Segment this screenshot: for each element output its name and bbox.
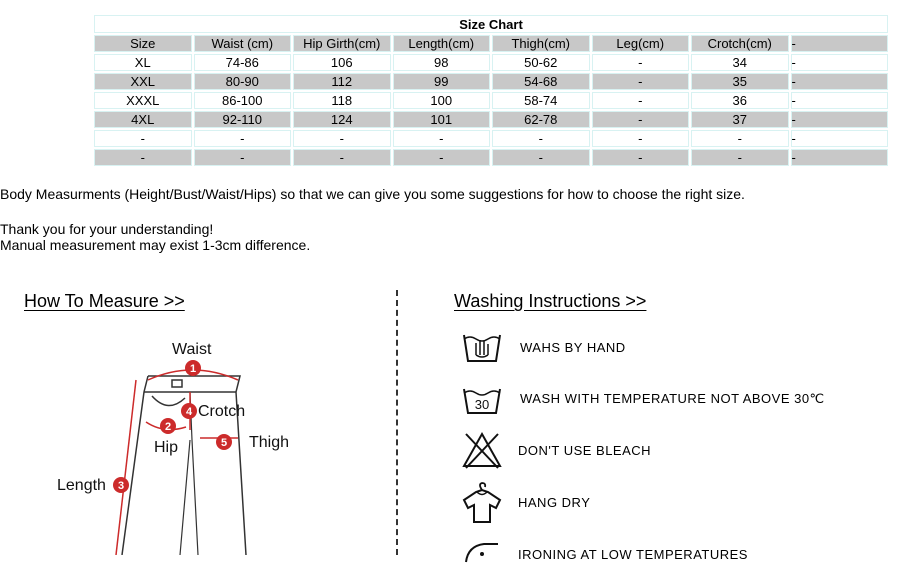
badge-2 [160,418,176,434]
cell: XXL [94,73,192,90]
wash-item-no-bleach [458,428,652,472]
cell: 92-110 [194,111,292,128]
cell: XXXL [94,92,192,109]
cell: 62-78 [492,111,590,128]
waist-label: Waist [172,341,212,358]
cell: - [791,130,889,147]
cell: - [691,149,789,166]
cell: - [592,111,690,128]
cell: 106 [293,54,391,71]
header-leg: Leg(cm) [592,35,690,52]
wash-item-hand [458,325,626,369]
wash-item-iron [458,532,748,576]
cell: - [592,130,690,147]
header-thigh: Thigh(cm) [492,35,590,52]
wash-30-icon [458,377,506,421]
cell: 80-90 [194,73,292,90]
cell: - [592,73,690,90]
length-label: Length [57,477,106,494]
cell: 74-86 [194,54,292,71]
header-waist: Waist (cm) [194,35,292,52]
wash-label-no-bleach: DON'T USE BLEACH [518,442,652,458]
wash-label-hand: WAHS BY HAND [520,339,626,355]
wash-label-hang-dry: HANG DRY [518,494,591,510]
cell: - [791,54,889,71]
cell: 86-100 [194,92,292,109]
cell: - [791,111,889,128]
cell: 35 [691,73,789,90]
table-row [94,54,888,71]
cell: - [393,149,491,166]
cell: 112 [293,73,391,90]
size-chart-title: Size Chart [94,15,888,33]
hip-label: Hip [154,439,179,456]
svg-text:4: 4 [185,406,193,418]
cell: - [791,73,889,90]
how-to-measure-title: How To Measure >> [24,291,185,311]
cell: - [492,130,590,147]
section-divider [396,290,398,555]
cell: 4XL [94,111,192,128]
svg-text:5: 5 [220,437,228,449]
cell: - [293,130,391,147]
cell: - [94,149,192,166]
cell: - [94,130,192,147]
cell: 99 [393,73,491,90]
iron-low-icon [458,532,506,576]
difference-note: Manual measurement may exist 1-3cm difference. [0,237,311,253]
cell: 98 [393,54,491,71]
header-extra: - [791,35,889,52]
thanks-note: Thank you for your understanding! [0,221,214,237]
cell: - [194,130,292,147]
cell: - [592,54,690,71]
badge-5 [216,434,232,450]
cell: - [592,149,690,166]
badge-1 [185,360,201,376]
header-length: Length(cm) [393,35,491,52]
cell: - [393,130,491,147]
no-bleach-icon [458,428,506,472]
cell: 37 [691,111,789,128]
cell: 101 [393,111,491,128]
cell: - [791,92,889,109]
wash-label-iron: IRONING AT LOW TEMPERATURES [518,546,748,562]
table-row [94,149,888,166]
wash-item-30 [458,377,825,421]
badge-4 [181,403,197,419]
cell: 54-68 [492,73,590,90]
cell: 124 [293,111,391,128]
wash-label-30: WASH WITH TEMPERATURE NOT ABOVE 30℃ [520,391,825,406]
header-size: Size [94,35,192,52]
cell: - [194,149,292,166]
cell: XL [94,54,192,71]
cell: - [791,149,889,166]
wash-item-hang-dry [458,480,591,524]
badge-3 [113,477,129,493]
cell: 58-74 [492,92,590,109]
cell: - [492,149,590,166]
pants-measure-figure [40,330,340,555]
crotch-label: Crotch [198,403,246,420]
wash-30-icon-text: 30 [474,397,490,412]
cell: 100 [393,92,491,109]
table-row [94,130,888,147]
header-hip: Hip Girth(cm) [293,35,391,52]
size-chart-title-row [94,15,888,33]
thigh-label: Thigh [249,434,290,451]
cell: - [592,92,690,109]
cell: - [293,149,391,166]
measurement-note: Body Measurments (Height/Bust/Waist/Hips) so that we can give you some suggestions for how to choose the right size. [0,186,745,202]
cell: 118 [293,92,391,109]
washing-instructions-title: Washing Instructions >> [454,291,647,311]
header-crotch: Crotch(cm) [691,35,789,52]
hang-dry-icon [458,480,506,524]
table-row [94,111,888,128]
cell: 50-62 [492,54,590,71]
hand-wash-icon [458,325,506,369]
table-row [94,92,888,109]
cell: 36 [691,92,789,109]
size-chart-header-row [94,35,888,52]
table-row [94,73,888,90]
size-chart-table [92,13,890,168]
cell: 34 [691,54,789,71]
svg-text:2: 2 [164,421,172,433]
cell: - [691,130,789,147]
svg-text:1: 1 [189,363,197,375]
svg-text:3: 3 [117,480,125,492]
